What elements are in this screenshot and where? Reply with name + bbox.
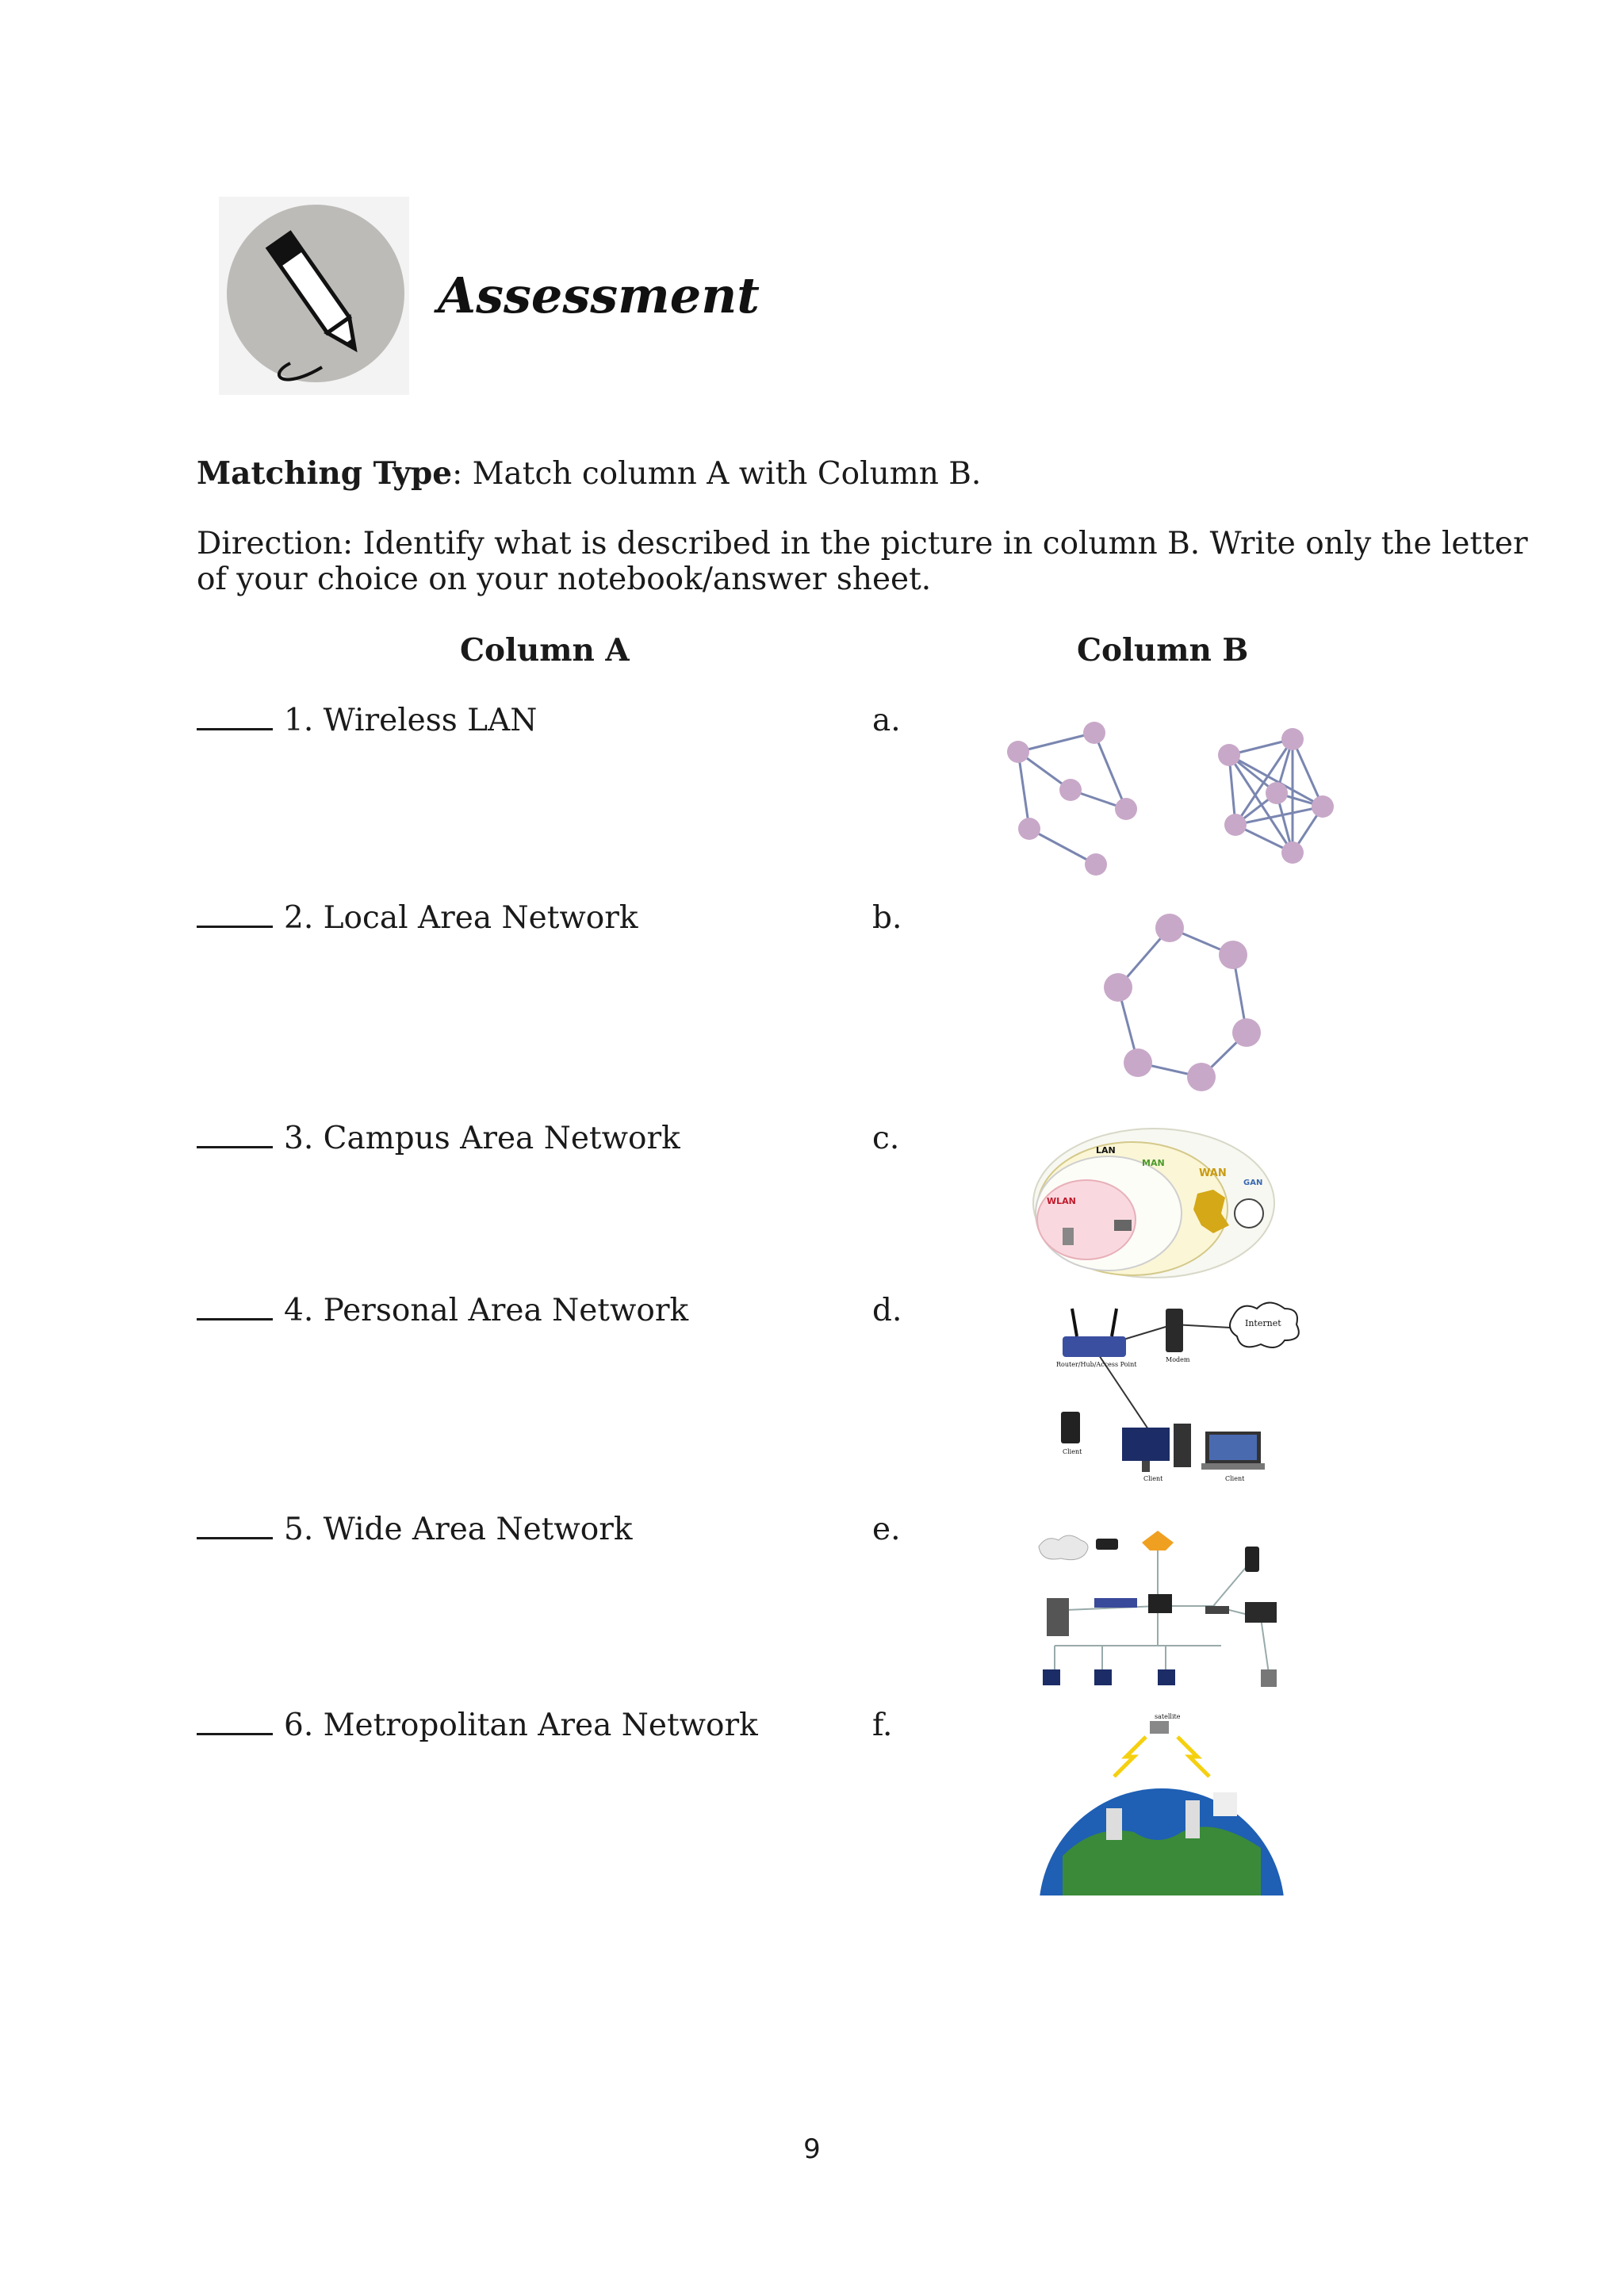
list-item: 4. Personal Area Network xyxy=(197,1293,688,1329)
label-router: Router/Hub/Access Point xyxy=(1056,1361,1137,1368)
label-wan: WAN xyxy=(1199,1167,1227,1179)
answer-blank[interactable] xyxy=(197,1122,273,1148)
label-client-laptop: Client xyxy=(1225,1475,1245,1482)
matching-text: : Match column A with Column B. xyxy=(452,456,982,492)
column-a-header: Column A xyxy=(460,632,630,669)
label-wlan: WLAN xyxy=(1047,1196,1076,1206)
label-lan: LAN xyxy=(1096,1145,1116,1156)
direction-line-2: of your choice on your notebook/answer sheet. xyxy=(197,562,932,597)
list-item: 5. Wide Area Network xyxy=(197,1512,632,1548)
label-gan: GAN xyxy=(1243,1179,1263,1187)
label-man: MAN xyxy=(1142,1158,1165,1168)
label-satellite: satellite xyxy=(1155,1713,1181,1720)
label-internet: Internet xyxy=(1245,1318,1281,1328)
pencil-icon xyxy=(219,197,409,395)
list-item: 6. Metropolitan Area Network xyxy=(197,1708,758,1744)
label-modem: Modem xyxy=(1166,1356,1190,1363)
answer-blank[interactable] xyxy=(197,1294,273,1320)
matching-label: Matching Type xyxy=(197,455,453,492)
answer-blank[interactable] xyxy=(197,1513,273,1539)
page-title: Assessment xyxy=(438,266,760,324)
answer-blank[interactable] xyxy=(197,1709,273,1735)
matching-instruction xyxy=(197,455,981,493)
office-network-diagram xyxy=(1031,1519,1300,1697)
list-item: 2. Local Area Network xyxy=(197,900,638,937)
choice-letter-b: b. xyxy=(872,900,902,936)
column-b-header: Column B xyxy=(1077,632,1249,669)
choice-letter-d: d. xyxy=(872,1293,902,1328)
ring-topology-diagram xyxy=(1094,912,1269,1102)
router-network-diagram xyxy=(1047,1293,1308,1507)
choice-letter-a: a. xyxy=(872,703,901,738)
list-item: 1. Wireless LAN xyxy=(197,703,537,739)
choice-letter-f: f. xyxy=(872,1708,893,1743)
answer-blank[interactable] xyxy=(197,704,273,730)
list-item: 3. Campus Area Network xyxy=(197,1121,680,1157)
answer-blank[interactable] xyxy=(197,902,273,928)
choice-letter-c: c. xyxy=(872,1121,900,1156)
label-client-phone: Client xyxy=(1063,1448,1082,1455)
mesh-topology-diagram xyxy=(999,714,1348,880)
satellite-globe-diagram xyxy=(1039,1713,1285,1895)
choice-letter-e: e. xyxy=(872,1512,901,1547)
direction-line-1: Direction: Identify what is described in the picture in column B. Write only the letter xyxy=(197,526,1528,562)
network-scope-diagram xyxy=(1031,1126,1277,1281)
label-client-desktop: Client xyxy=(1143,1475,1163,1482)
page-number: 9 xyxy=(803,2133,821,2165)
